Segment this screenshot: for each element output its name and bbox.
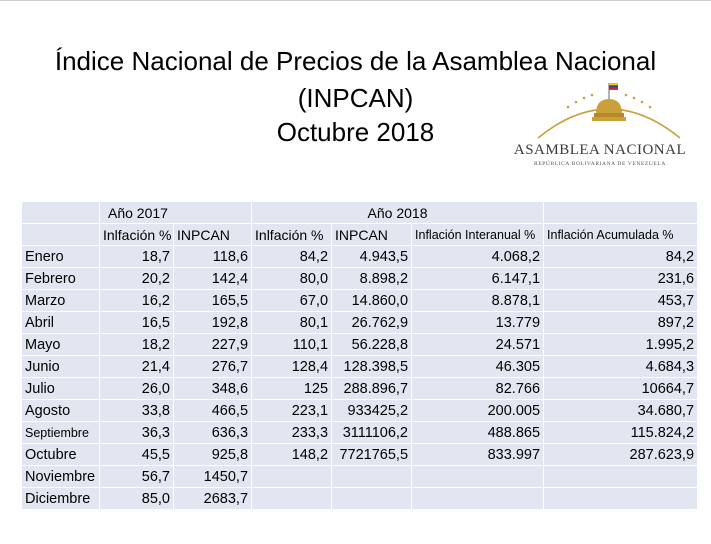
inflacion-2018-cell: 67,0 [252, 290, 332, 312]
col-header-inflacion-2017: Inlfación % [100, 224, 174, 246]
inflacion-2018-cell: 80,1 [252, 312, 332, 334]
inpcan-2018-cell: 3111106,2 [332, 422, 412, 444]
inflacion-2017-cell: 85,0 [100, 488, 174, 510]
col-header-inpcan-2018: INPCAN [332, 224, 412, 246]
table-row [22, 378, 698, 400]
inpcan-2018-cell: 933425,2 [332, 400, 412, 422]
inpcan-2017-cell: 165,5 [174, 290, 252, 312]
inpcan-2017-cell: 2683,7 [174, 488, 252, 510]
table-cell [22, 224, 100, 246]
inpcan-2017-cell: 925,8 [174, 444, 252, 466]
inflacion-2018-cell: 233,3 [252, 422, 332, 444]
col-header-inpcan-2017: INPCAN [174, 224, 252, 246]
inpcan-2018-cell: 8.898,2 [332, 268, 412, 290]
month-cell: Febrero [22, 268, 100, 290]
inflacion-2018-cell: 80,0 [252, 268, 332, 290]
month-cell: Julio [22, 378, 100, 400]
inflacion-2018-cell: 84,2 [252, 246, 332, 268]
table-row [22, 312, 698, 334]
month-cell: Junio [22, 356, 100, 378]
inpcan-2017-cell: 276,7 [174, 356, 252, 378]
inflacion-acumulada-cell: 287.623,9 [544, 444, 698, 466]
table-row [22, 268, 698, 290]
inflacion-2017-cell: 33,8 [100, 400, 174, 422]
inpcan-2018-cell: 7721765,5 [332, 444, 412, 466]
inflacion-interanual-cell [412, 488, 544, 510]
inflacion-2018-cell: 223,1 [252, 400, 332, 422]
month-cell: Mayo [22, 334, 100, 356]
inflacion-2018-cell: 128,4 [252, 356, 332, 378]
table-row [22, 334, 698, 356]
year-2017-header: Año 2017 [100, 202, 252, 224]
page-title: Índice Nacional de Precios de la Asamblea Nacional [54, 46, 657, 76]
logo-name: ASAMBLEA NACIONAL [513, 142, 687, 158]
inflacion-2018-cell: 110,1 [252, 334, 332, 356]
table-row [22, 246, 698, 268]
inflacion-2018-cell: 125 [252, 378, 332, 400]
inpcan-2017-cell: 348,6 [174, 378, 252, 400]
inflacion-acumulada-cell: 231,6 [544, 268, 698, 290]
inpcan-2017-cell: 466,5 [174, 400, 252, 422]
month-cell: Octubre [22, 444, 100, 466]
inflacion-interanual-cell: 8.878,1 [412, 290, 544, 312]
top-border-line [0, 0, 711, 1]
inpcan-2018-cell: 56.228,8 [332, 334, 412, 356]
table-row [22, 400, 698, 422]
inflacion-interanual-cell: 488.865 [412, 422, 544, 444]
month-cell: Marzo [22, 290, 100, 312]
col-header-interanual: Inflación Interanual % [412, 224, 544, 246]
table-cell [22, 202, 100, 224]
inflacion-acumulada-cell: 453,7 [544, 290, 698, 312]
inflacion-interanual-cell: 13.779 [412, 312, 544, 334]
col-header-inflacion-2018: Inlfación % [252, 224, 332, 246]
inflacion-interanual-cell: 6.147,1 [412, 268, 544, 290]
inpcan-2018-cell: 26.762,9 [332, 312, 412, 334]
inflacion-2018-cell [252, 466, 332, 488]
inflacion-interanual-cell: 4.068,2 [412, 246, 544, 268]
inpcan-2017-cell: 142,4 [174, 268, 252, 290]
inpcan-2018-cell [332, 488, 412, 510]
inpcan-2018-cell [332, 466, 412, 488]
capitol-dome-icon [510, 80, 690, 142]
table-row [22, 488, 698, 510]
table-row [22, 356, 698, 378]
inflacion-interanual-cell: 24.571 [412, 334, 544, 356]
inflacion-2018-cell: 148,2 [252, 444, 332, 466]
inpcan-table [21, 201, 698, 510]
inflacion-acumulada-cell: 34.680,7 [544, 400, 698, 422]
inpcan-2017-cell: 118,6 [174, 246, 252, 268]
inflacion-acumulada-cell: 4.684,3 [544, 356, 698, 378]
page-title-acronym: (INPCAN) [297, 83, 414, 113]
page-title-date: Octubre 2018 [276, 117, 435, 147]
inflacion-acumulada-cell: 115.824,2 [544, 422, 698, 444]
inflacion-acumulada-cell [544, 488, 698, 510]
flag-blue-stripe [609, 85, 618, 87]
table-row [22, 422, 698, 444]
inflacion-2018-cell [252, 488, 332, 510]
month-cell: Noviembre [22, 466, 100, 488]
asamblea-nacional-logo [510, 80, 690, 175]
flag-yellow-stripe [609, 83, 618, 85]
inflacion-2017-cell: 18,2 [100, 334, 174, 356]
month-cell: Diciembre [22, 488, 100, 510]
inflacion-2017-cell: 20,2 [100, 268, 174, 290]
inpcan-2018-cell: 128.398,5 [332, 356, 412, 378]
inpcan-2018-cell: 14.860,0 [332, 290, 412, 312]
inflacion-2017-cell: 36,3 [100, 422, 174, 444]
inpcan-2018-cell: 288.896,7 [332, 378, 412, 400]
inflacion-2017-cell: 18,7 [100, 246, 174, 268]
month-cell: Abril [22, 312, 100, 334]
inflacion-interanual-cell: 82.766 [412, 378, 544, 400]
inflacion-acumulada-cell [544, 466, 698, 488]
inflacion-acumulada-cell: 1.995,2 [544, 334, 698, 356]
inpcan-2018-cell: 4.943,5 [332, 246, 412, 268]
table-column-header-row [22, 224, 698, 246]
inflacion-interanual-cell: 46.305 [412, 356, 544, 378]
inflacion-acumulada-cell: 10664,7 [544, 378, 698, 400]
flag-red-stripe [609, 88, 618, 90]
inflacion-2017-cell: 16,2 [100, 290, 174, 312]
inflacion-interanual-cell [412, 466, 544, 488]
month-cell: Agosto [22, 400, 100, 422]
inflacion-2017-cell: 21,4 [100, 356, 174, 378]
year-2018-header: Año 2018 [252, 202, 544, 224]
inflacion-2017-cell: 56,7 [100, 466, 174, 488]
table-row [22, 444, 698, 466]
table-row [22, 290, 698, 312]
inflacion-2017-cell: 45,5 [100, 444, 174, 466]
inflacion-interanual-cell: 833.997 [412, 444, 544, 466]
inflacion-acumulada-cell: 84,2 [544, 246, 698, 268]
inflacion-2017-cell: 26,0 [100, 378, 174, 400]
table-year-header-row [22, 202, 698, 224]
inpcan-2017-cell: 227,9 [174, 334, 252, 356]
inpcan-2017-cell: 1450,7 [174, 466, 252, 488]
col-header-acumulada: Inflación Acumulada % [544, 224, 698, 246]
table-row [22, 466, 698, 488]
month-cell: Enero [22, 246, 100, 268]
logo-subtitle: REPÚBLICA BOLIVARIANA DE VENEZUELA [534, 161, 666, 167]
inflacion-2017-cell: 16,5 [100, 312, 174, 334]
inpcan-2017-cell: 636,3 [174, 422, 252, 444]
month-cell: Septiembre [22, 422, 100, 444]
inflacion-interanual-cell: 200.005 [412, 400, 544, 422]
inflacion-acumulada-cell: 897,2 [544, 312, 698, 334]
inpcan-2017-cell: 192,8 [174, 312, 252, 334]
table-cell [544, 202, 698, 224]
